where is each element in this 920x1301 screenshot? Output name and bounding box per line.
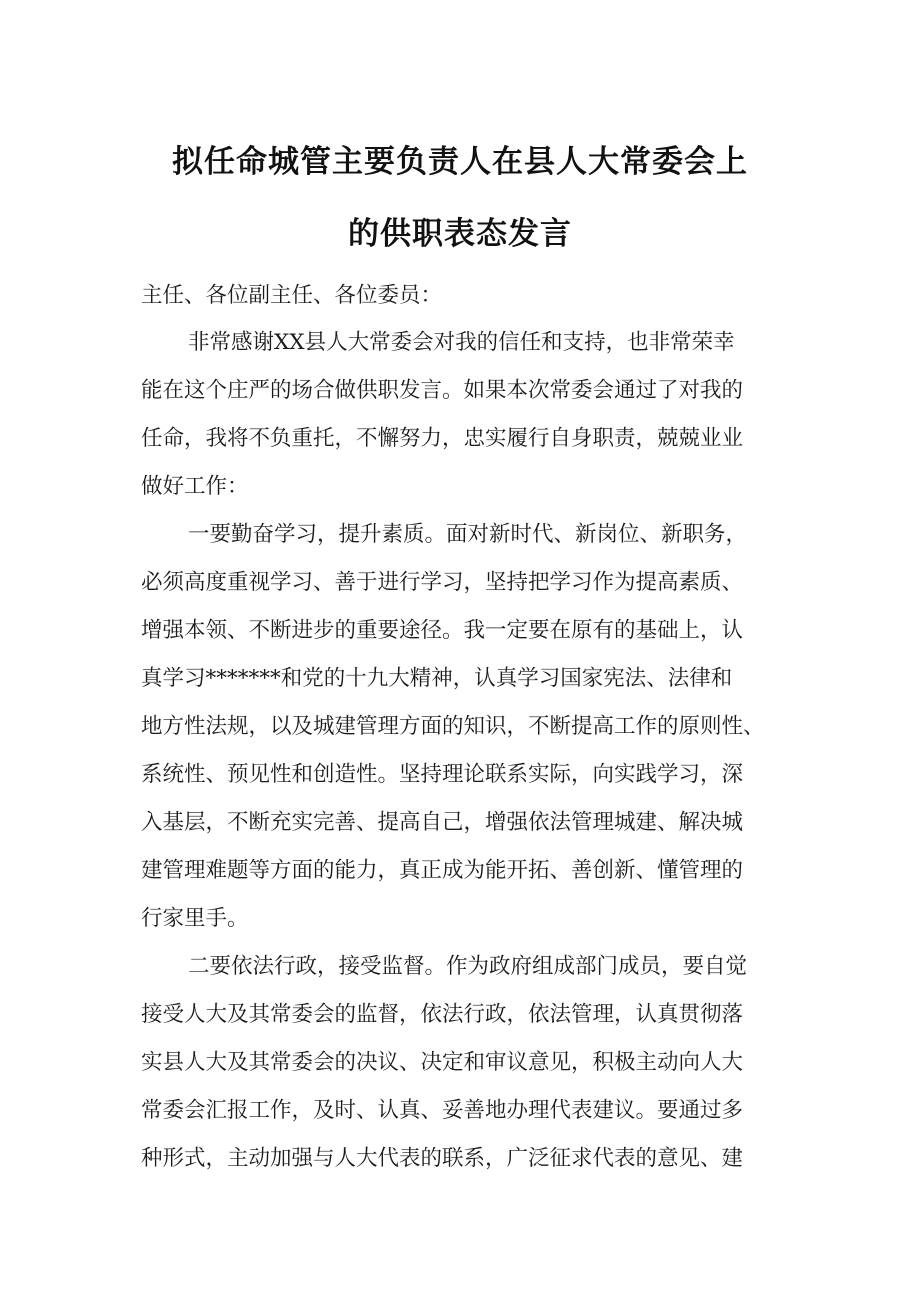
paragraph-2-line-5: 地方性法规，以及城建管理方面的知识，不断提高工作的原则性、 xyxy=(141,714,765,739)
salutation: 主任、各位副主任、各位委员： xyxy=(141,283,443,308)
title-line-1: 拟任命城管主要负责人在县人大常委会上 xyxy=(172,144,748,180)
paragraph-2-line-1: 一要勤奋学习，提升素质。面对新时代、新岗位、新职务， xyxy=(188,522,748,547)
paragraph-3-line-5: 种形式，主动加强与人大代表的联系，广泛征求代表的意见、建 xyxy=(141,1146,744,1171)
paragraph-2-line-4: 真学习*******和党的十九大精神，认真学习国家宪法、法律和 xyxy=(141,666,733,691)
paragraph-3-line-2: 接受人大及其常委会的监督，依法行政，依法管理，认真贯彻落 xyxy=(141,1002,744,1027)
paragraph-3-line-3: 实县人大及其常委会的决议、决定和审议意见，积极主动向人大 xyxy=(141,1050,744,1075)
paragraph-1-line-1: 非常感谢XX县人大常委会对我的信任和支持，也非常荣幸 xyxy=(188,330,735,355)
paragraph-2-line-6: 系统性、预见性和创造性。坚持理论联系实际，向实践学习，深 xyxy=(141,762,744,787)
paragraph-2-line-2: 必须高度重视学习、善于进行学习，坚持把学习作为提高素质、 xyxy=(141,570,744,595)
paragraph-1-line-2: 能在这个庄严的场合做供职发言。如果本次常委会通过了对我的 xyxy=(141,378,744,403)
paragraph-1-line-3: 任命，我将不负重托，不懈努力，忠实履行自身职责，兢兢业业 xyxy=(141,426,744,451)
title-line-2: 的供职表态发言 xyxy=(348,216,572,252)
paragraph-2-line-7: 入基层，不断充实完善、提高自己，增强依法管理城建、解决城 xyxy=(141,810,744,835)
paragraph-2-line-3: 增强本领、不断进步的重要途径。我一定要在原有的基础上，认 xyxy=(141,618,744,643)
paragraph-2-line-9: 行家里手。 xyxy=(141,906,249,931)
paragraph-1-line-4: 做好工作： xyxy=(141,474,249,499)
paragraph-2-line-8: 建管理难题等方面的能力，真正成为能开拓、善创新、懂管理的 xyxy=(141,858,744,883)
paragraph-3-line-1: 二要依法行政，接受监督。作为政府组成部门成员，要自觉 xyxy=(188,954,748,979)
paragraph-3-line-4: 常委会汇报工作，及时、认真、妥善地办理代表建议。要通过多 xyxy=(141,1098,744,1123)
